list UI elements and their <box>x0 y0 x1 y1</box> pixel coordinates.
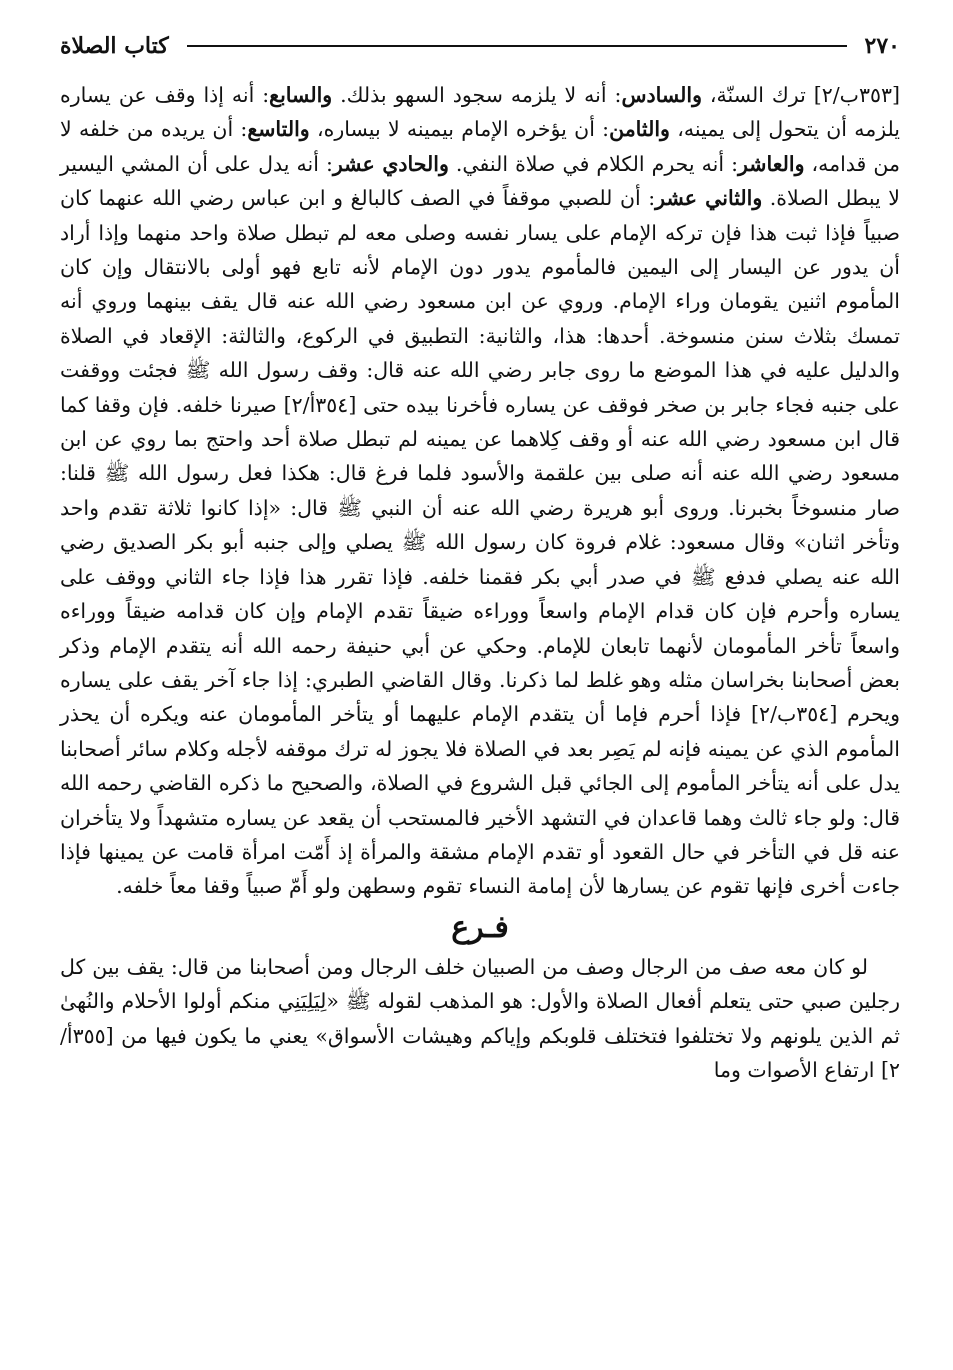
ordinal-keyword: والعاشر <box>738 151 805 176</box>
text-run: : أن يريده من خلفه لا من قدامه، <box>60 117 900 176</box>
book-page <box>60 22 900 1342</box>
text-run: : أنه إذا وقف عن يساره يلزمه أن يتحول إلى يمينه، <box>60 83 901 142</box>
main-text <box>60 78 900 1087</box>
text-run: : أنه يحرم الكلام في صلاة النفي. <box>448 151 738 176</box>
text-run: : أنه لا يلزمه سجود السهو بذلك. <box>332 83 622 107</box>
page-header <box>60 22 900 70</box>
header-rule <box>187 45 847 47</box>
ordinal-keyword: والسادس <box>621 83 702 107</box>
ordinal-keyword: والسابع <box>269 83 333 107</box>
paragraph <box>60 78 900 904</box>
ordinal-keyword: والتاسع <box>247 117 310 142</box>
text-run: : أنه يدل على أن المشي اليسير لا يبطل الصلاة. <box>60 151 900 211</box>
ordinal-keyword: والحادي عشر <box>332 151 449 176</box>
text-run: : أن للصبي موقفاً في الصف كالبالغ و ابن عباس رضي الله عنهما كان صبياً فإذا ثبت هذا فإن تركه الإمام على يسار نفسه وصلى معه لم تبطل صلاة واحد منهما وإذا أراد أن يدور عن اليسار إلى اليمين فالمأموم يدور دون الإمام لأنه تابع فهو أولى بالانتقال وإن كان المأموم اثنين يقومان وراء الإمام. وروي عن ابن مسعود رضي الله عنه قال يقف بينهما وروي أنه تمسك بثلاث سنن منسوخة. أحدها: هذا، والثانية: التطبيق في الركوع، والثالثة: الإقعاد في الصلاة والدليل عليه في هذا الموضع ما روى جابر رضي الله عنه قال: وقف رسول الله ﷺ فجئت ووقفت على جنبه فجاء جابر بن صخر فوقف عن يساره فأخرنا بيده حتى [٣٥٤أ/٢] صيرنا خلفه. فإن وقفا كما قال ابن مسعود رضي الله عنه أو وقف كِلاهما عن يمينه لم تبطل صلاة أحد واحتج بما روي عن ابن مسعود رضي الله عنه أنه صلى بين علقمة والأسود فلما فرغ قال: هكذا فعل رسول الله ﷺ قلنا: صار منسوخاً بخبرنا. وروى أبو هريرة رضي الله عنه أن النبي ﷺ قال: «إذا كانوا ثلاثة تقدم واحد وتأخر اثنان» وقال مسعود: غلام فروة كان رسول الله ﷺ يصلي وإلى جنبه أبو بكر الصديق رضي الله عنه يصلي فدفع ﷺ في صدر أبي بكر فقمنا خلفه. فإذا تقرر هذا فإذا جاء الثاني ووقف على يساره وأحرم فإن كان قدام الإمام واسعاً ووراءه ضيقاً تقدم الإمام وإن كان قدامه ضيقاً ووراءه واسعاً تأخر المأمومان لأنهما تابعان للإمام. وحكي عن أبي حنيفة رحمه الله أنه يتقدم الإمام وذكر بعض أصحابنا بخراسان مثله وهو غلط لما ذكرنا. وقال القاضي الطبري: إذا جاء آخر يقف على يساره ويحرم [٣٥٤ب/٢] فإذا أحرم فإما أن يتقدم الإمام عليهما أو يتأخر المأمومان عنه ويكره أن يحذر المأموم الذي عن يمينه فإنه لم يَصِر بعد في الصلاة فلا يجوز له ترك موقفه لأجله وكلام سائر أصحابنا يدل على أنه يتأخر المأموم إلى الجائي قبل الشروع في الصلاة، والصحيح ما ذكره القاضي رحمه الله قال: ولو جاء ثالث وهما قاعدان في التشهد الأخير فالمستحب أن يقعد عن يساره متشهداً ولا يتأخران عنه قل في التأخر في حال القعود أو تقدم الإمام مشقة والمرأة إذ أَمّت امرأة قامت عن يمينها فإذا جاءت أخرى فإنها تقوم عن يسارها لأن إمامة النساء تقوم وسطهن ولو أَمّ صبياً وقفا معاً خلفه. <box>60 186 901 899</box>
ordinal-keyword: والثاني عشر <box>655 186 763 211</box>
page-number: ٢٧٠ <box>864 33 900 59</box>
running-title: كتاب الصلاة <box>60 33 169 59</box>
ordinal-keyword: والثامن <box>609 117 670 142</box>
section-title: فـرع <box>451 909 509 945</box>
text-run: [٣٥٣ب/٢] ترك السنّة، <box>701 83 901 107</box>
text-run: : أن يؤخره الإمام بيمينه لا بيساره، <box>309 117 610 142</box>
final-paragraph: لو كان معه صف من الرجال وصف من الصبيان خلف الرجال ومن أصحابنا من قال: يقف بين كل رجلين صبي حتى يتعلم أفعال الصلاة والأول: هو المذهب لقوله ﷺ «لِيَلِيَنِي منكم أولوا الأحلام والنُهىٰ ثم الذين يلونهم ولا تختلفوا فتختلف قلوبكم وإياكم وهيشات الأسواق» يعني ما يكون فيها من [٣٥٥أ/٢] ارتفاع الأصوات وما <box>60 954 900 1082</box>
